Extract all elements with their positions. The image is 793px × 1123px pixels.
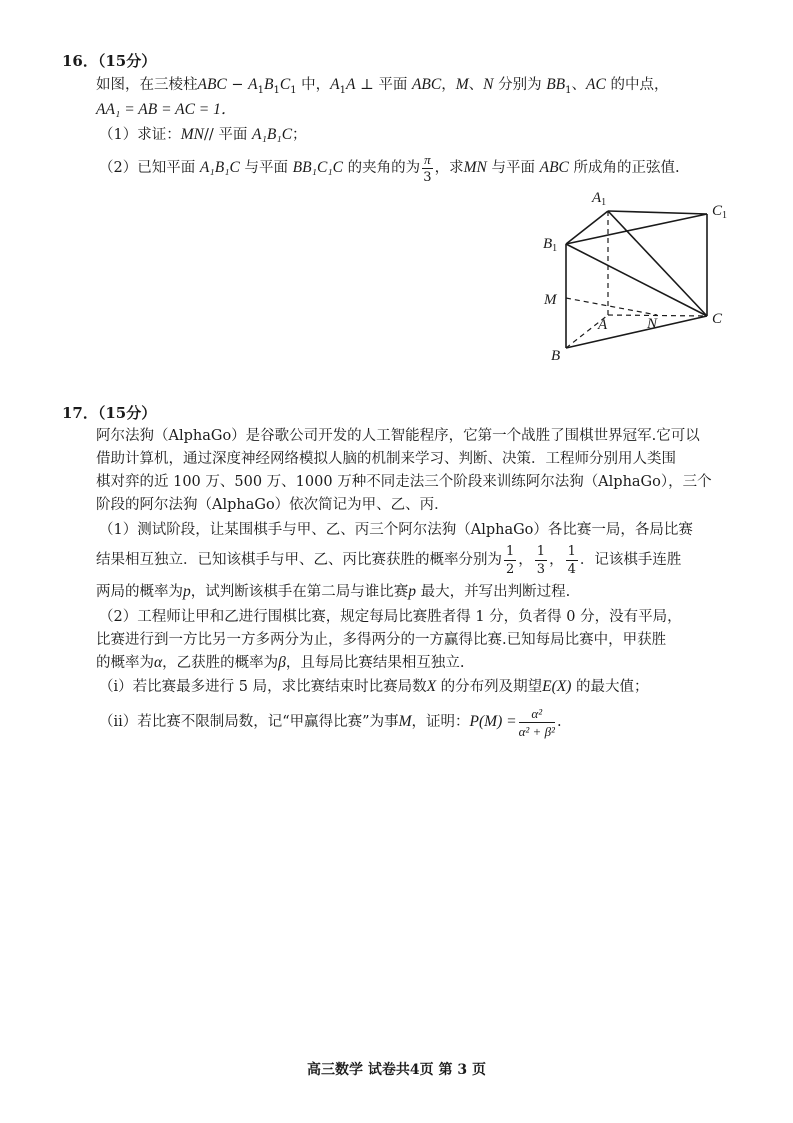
label-n: N — [647, 316, 658, 332]
q17-text: 两局的概率为 — [96, 584, 183, 600]
edge-a1c — [608, 211, 707, 316]
var-bb1: BB — [546, 76, 566, 93]
q16-text: 分别为 — [493, 77, 547, 93]
q16-text: ， — [441, 77, 456, 93]
frac-den: 2 — [506, 561, 515, 577]
q17-header: 17．（15分） — [62, 404, 157, 422]
q17-intro-4: 阶段的阿尔法狗（AlphaGo）依次简记为甲、乙、丙． — [96, 497, 449, 513]
edge-bc — [566, 316, 707, 348]
prism-base: ABC — [197, 76, 227, 93]
q17-text: 结果相互独立．已知该棋手与甲、乙、丙比赛获胜的概率分别为 — [96, 552, 502, 568]
plane-abc: ABC — [539, 159, 569, 176]
plane-a1b1c: A₁B₁C — [199, 159, 240, 176]
segment-mn-hidden — [566, 298, 657, 315]
label-a: A — [598, 317, 608, 333]
var-alpha: α — [154, 654, 163, 671]
q17-text: 的分布列及期望 — [436, 679, 543, 695]
frac-den: α² + β² — [518, 723, 555, 739]
plane-a1b1c: A₁B₁C — [251, 126, 293, 143]
q16-text: 与平面 — [239, 160, 293, 176]
plane-abc: ABC — [411, 76, 442, 93]
var-beta: β — [278, 654, 286, 671]
q17-text: ，试判断该棋手在第二局与谁比赛 — [190, 584, 409, 600]
label-a1: $A_1$ — [592, 190, 607, 208]
var-m: M — [398, 713, 412, 730]
q16-line1 — [96, 75, 668, 101]
q17-s2-line3 — [96, 653, 464, 673]
var-mn: MN — [463, 159, 487, 176]
sub: 1 — [565, 84, 572, 96]
q16-header: 16．（15分） — [62, 52, 157, 70]
q17-text: ， — [549, 552, 564, 568]
frac-num: π — [424, 151, 431, 167]
q17-text: ．记该棋手连胜 — [579, 552, 682, 568]
var-p: p — [183, 583, 191, 600]
q16-part2 — [99, 152, 680, 184]
var-p: p — [408, 583, 416, 600]
q17-s2-line2: 比赛进行到一方比另一方多两分为止，多得两分的一方赢得比赛.已知每局比赛中，甲获胜 — [96, 632, 667, 648]
frac-den: 3 — [536, 561, 546, 577]
q17-s1-line3 — [96, 582, 570, 602]
edge-a1c1 — [608, 211, 707, 214]
q16-text: ，求 — [434, 160, 464, 176]
dash: − — [226, 77, 249, 93]
plane-bb1c1c: BB₁C₁C — [292, 159, 344, 176]
frac-num: 1 — [506, 543, 515, 559]
frac-num: 1 — [536, 543, 546, 559]
q17-sub-i — [99, 677, 649, 697]
q16-text: 的夹角的为 — [343, 160, 421, 176]
fraction-1-4 — [566, 545, 578, 576]
q17-text: （ii）若比赛不限制局数，记“甲赢得比赛”为事 — [99, 714, 399, 730]
label-b: B — [551, 348, 561, 364]
q16-text: 、 — [571, 77, 587, 93]
q16-text: 中， — [296, 77, 331, 93]
q17-text: ，证明： — [411, 714, 470, 730]
q17-text: ，乙获胜的概率为 — [162, 655, 279, 671]
var-ac: AC — [586, 76, 606, 93]
q16-text: （2）已知平面 — [99, 160, 200, 176]
prism-top-c: C — [279, 76, 291, 93]
label-m: M — [544, 292, 557, 308]
q17-intro-2: 借助计算机，通过深度神经网络模拟人脑的机制来学习、判断、决策．工程师分别用人类围 — [96, 451, 676, 467]
var-mn: MN — [180, 126, 204, 143]
var-m: M — [455, 76, 469, 93]
label-c1: $C_1$ — [712, 203, 728, 221]
edge-ac-hidden — [608, 315, 707, 316]
prob-pm: P(M) = — [469, 713, 517, 730]
q17-s2-line1: （2）工程师让甲和乙进行围棋比赛，规定每局比赛胜者得 1 分，负者得 0 分，没有平局， — [99, 609, 682, 625]
q17-s1-line2 — [96, 543, 681, 577]
frac-num: α² — [519, 707, 555, 723]
q16-text: ； — [292, 127, 307, 143]
q17-text: 的最大值； — [571, 679, 649, 695]
fraction-pm — [519, 707, 555, 738]
sub: 1 — [290, 84, 297, 96]
var-a1: A — [330, 76, 340, 93]
q17-text: （i）若比赛最多进行 5 局，求比赛结束时比赛局数 — [99, 679, 427, 695]
var-n: N — [483, 76, 494, 93]
var-a: A — [346, 76, 356, 93]
frac-den: 4 — [567, 561, 576, 577]
q16-text: 、 — [468, 77, 484, 93]
q17-text: ， — [518, 552, 533, 568]
q16-text: 的中点， — [605, 77, 669, 93]
label-c: C — [712, 311, 723, 327]
q17-intro-3: 棋对弈的近 100 万、500 万、1000 万种不同走法三个阶段来训练阿尔法狗（AlphaGo），三个 — [96, 474, 712, 490]
q17-sub-ii — [99, 702, 562, 742]
q17-s1-line1: （1）测试阶段，让某围棋手与甲、乙、丙三个阿尔法狗（AlphaGo）各比赛一局，各局比赛 — [99, 522, 693, 538]
page-footer: 高三数学 试卷共4页 第 3 页 — [307, 1062, 486, 1078]
frac-num: 1 — [567, 543, 576, 559]
prism-top-a: A — [248, 76, 258, 93]
prism-top-b: B — [264, 76, 274, 93]
q16-text: // 平面 — [203, 127, 252, 143]
q16-text: （1）求证： — [99, 127, 181, 143]
sub: 1 — [339, 84, 347, 96]
label-b1: $B_1$ — [543, 236, 558, 254]
q16-text: 与平面 — [486, 160, 540, 176]
fraction-pi-3 — [422, 153, 433, 184]
q17-text: 最大，并写出判断过程. — [416, 584, 571, 600]
expectation: E(X) — [542, 678, 572, 695]
sub: 1 — [257, 84, 264, 96]
var-x: X — [426, 678, 437, 695]
q17-intro-1: 阿尔法狗（AlphaGo）是谷歌公司开发的人工智能程序，它第一个战胜了围棋世界冠军.它可以 — [96, 428, 700, 444]
frac-den: 3 — [423, 169, 432, 185]
q16-line2: AA₁ = AB = AC = 1． — [96, 101, 237, 118]
q16-text: 如图，在三棱柱 — [96, 77, 198, 93]
q17-text: . — [556, 714, 562, 730]
q17-text: ，且每局比赛结果相互独立. — [285, 655, 465, 671]
edge-b1c — [566, 244, 707, 316]
q16-text: ⊥ 平面 — [355, 77, 412, 93]
q16-part1 — [99, 125, 307, 145]
edge-b1c1 — [566, 214, 707, 244]
prism-figure — [535, 188, 745, 368]
q17-text: 的概率为 — [96, 655, 154, 671]
sub: 1 — [273, 84, 280, 96]
fraction-1-2 — [504, 545, 516, 576]
q16-text: 所成角的正弦值. — [568, 160, 680, 176]
fraction-1-3 — [535, 545, 547, 576]
